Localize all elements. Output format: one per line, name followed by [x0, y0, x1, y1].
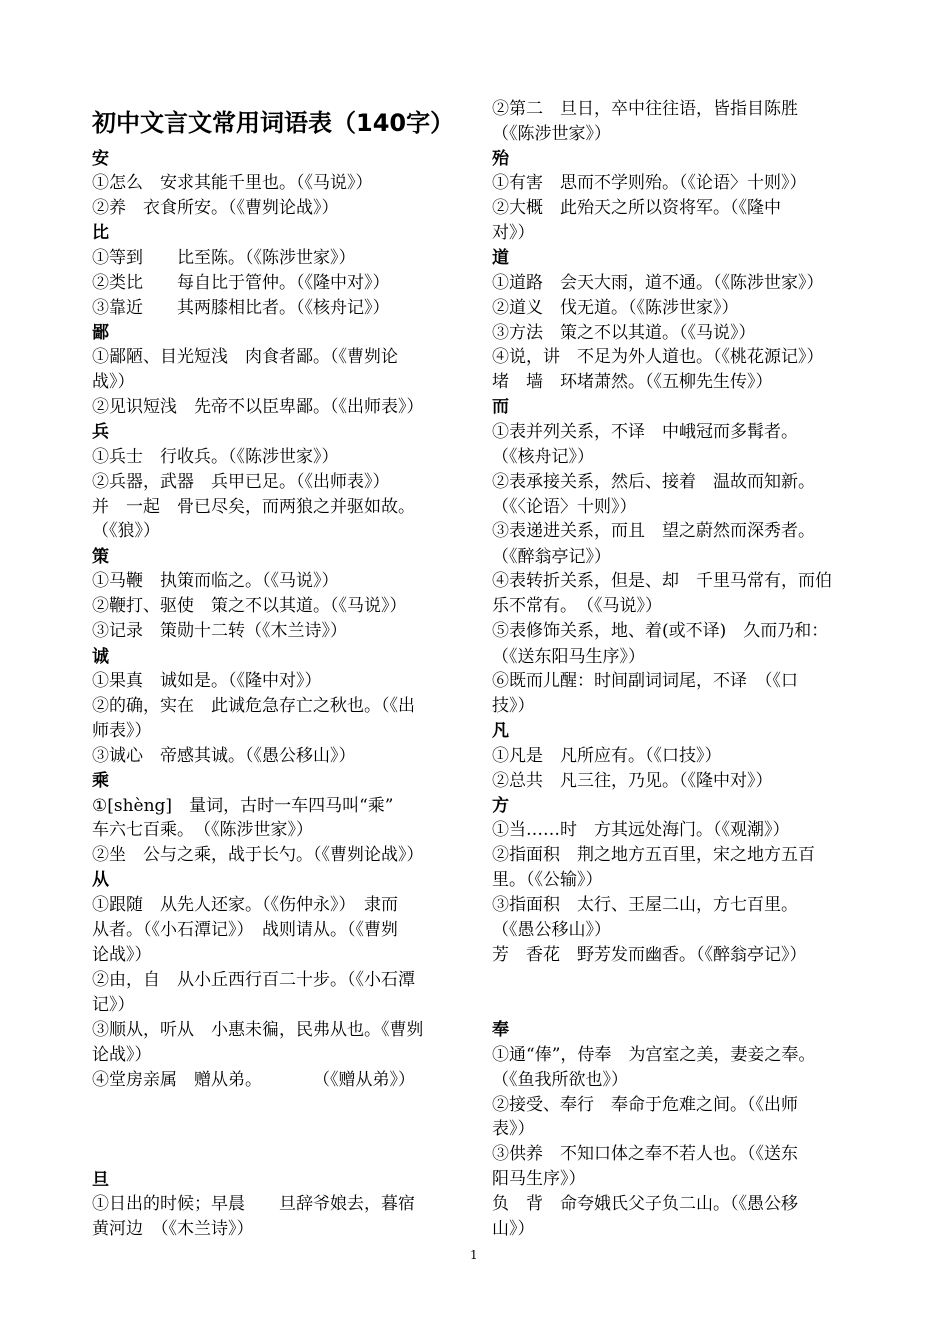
entry-line: ②养 衣食所安。（《曹刿论战》）	[92, 198, 339, 218]
entry-heading: 殆	[492, 149, 509, 169]
entry-line: 记》）	[92, 995, 135, 1015]
entry-line: 对》）	[492, 223, 535, 243]
entry-line: ②的确，实在 此诚危急存亡之秋也。（《出	[92, 696, 415, 716]
entry-heading: 比	[92, 223, 109, 243]
entry-line: ①凡是 凡所应有。（《口技》）	[492, 746, 722, 766]
entry-line: ②鞭打、驱使 策之不以其道。（《马说》）	[92, 596, 407, 616]
entry-line: 技》）	[492, 696, 535, 716]
entry-heading: 鄙	[92, 323, 109, 343]
entry-line: ②道义 伐无道。（《陈涉世家》）	[492, 298, 739, 318]
entry-line: ①怎么 安求其能千里也。（《马说》）	[92, 173, 373, 193]
entry-line: ④表转折关系，但是、却 千里马常有，而伯	[492, 571, 832, 591]
entry-line: ③指面积 太行、王屋二山，方七百里。	[492, 895, 798, 915]
entry-line: 乐不常有。 （《马说》）	[492, 596, 662, 616]
entry-heading: 方	[492, 796, 509, 816]
entry-line: ②表承接关系，然后、接着 温故而知新。	[492, 472, 815, 492]
entry-line: ②由，自 从小丘西行百二十步。（《小石潭	[92, 970, 415, 990]
entry-line: ①马鞭 执策而临之。（《马说》）	[92, 571, 339, 591]
entry-line: （《陈涉世家》）	[492, 124, 611, 144]
entry-heading: 凡	[492, 721, 509, 741]
entry-line: ②类比 每自比于管仲。（《隆中对》）	[92, 273, 390, 293]
entry-line: ⑤表修饰关系，地、着(或不译) 久而乃和：	[492, 621, 829, 641]
entry-line: 论战》）	[92, 1045, 152, 1065]
entry-line: （《送东阳马生序》）	[492, 647, 645, 667]
entry-heading: 安	[92, 149, 109, 169]
entry-heading: 兵	[92, 422, 109, 442]
page-title: 初中文言文常用词语表（140字）	[92, 109, 455, 137]
entry-line: 芳 香花 野芳发而幽香。（《醉翁亭记》）	[492, 945, 807, 965]
entry-line: 阳马生序》）	[492, 1169, 586, 1189]
entry-line: ④堂房亲属 赠从弟。 （《赠从弟》）	[92, 1070, 415, 1090]
entry-line: ①兵士 行收兵。（《陈涉世家》）	[92, 447, 339, 467]
entry-line: 车六七百乘。 （《陈涉世家》）	[92, 820, 313, 840]
page-number: 1	[470, 1248, 478, 1262]
entry-heading: 诚	[92, 647, 109, 667]
entry-line: ③供养 不知口体之奉不若人也。（《送东	[492, 1144, 798, 1164]
entry-line: 论战》）	[92, 945, 152, 965]
entry-heading: 策	[92, 547, 109, 567]
entry-line: ③靠近 其两膝相比者。（《核舟记》）	[92, 298, 390, 318]
entry-line: ②坐 公与之乘，战于长勺。（《曹刿论战》）	[92, 845, 424, 865]
entry-line: ①[shèng] 量词，古时一车四马叫“乘”	[92, 796, 394, 816]
entry-line: ⑥既而儿醒：时间副词词尾，不译 （《口	[492, 671, 798, 691]
entry-line: （《核舟记》）	[492, 447, 594, 467]
entry-line: 战》）	[92, 372, 135, 392]
entry-line: ②总共 凡三往，乃见。（《隆中对》）	[492, 771, 773, 791]
entry-line: ①有害 思而不学则殆。（《论语〉十则》）	[492, 173, 807, 193]
entry-line: ①等到 比至陈。（《陈涉世家》）	[92, 248, 356, 268]
entry-line: ②接受、奉行 奉命于危难之间。（《出师	[492, 1095, 798, 1115]
entry-line: ①日出的时候；早晨 旦辞爷娘去，暮宿	[92, 1194, 415, 1214]
entry-heading: 道	[492, 248, 509, 268]
entry-line: 黄河边 （《木兰诗》）	[92, 1219, 254, 1239]
entry-heading: 而	[492, 397, 509, 417]
entry-line: 堵 墙 环堵萧然。（《五柳先生传》）	[492, 372, 773, 392]
entry-line: ①跟随 从先人还家。（《伤仲永》） 隶而	[92, 895, 398, 915]
entry-line: ①当……时 方其远处海门。（《观潮》）	[492, 820, 790, 840]
entry-line: ②见识短浅 先帝不以臣卑鄙。（《出师表》）	[92, 397, 424, 417]
entry-line: ①表并列关系，不译 中峨冠而多髯者。	[492, 422, 798, 442]
entry-line: ②第二 旦日，卒中往往语，皆指目陈胜	[492, 99, 798, 119]
entry-line: ③顺从，听从 小惠未徧，民弗从也。《曹刿	[92, 1020, 424, 1040]
entry-heading: 旦	[92, 1170, 109, 1190]
entry-line: 并 一起 骨已尽矣，而两狼之并驱如故。	[92, 497, 415, 517]
entry-heading: 从	[92, 870, 109, 890]
entry-line: ③诚心 帝感其诚。（《愚公移山》）	[92, 746, 356, 766]
entry-line: 山》）	[492, 1219, 535, 1239]
entry-line: 师表》）	[92, 721, 152, 741]
entry-line: ②兵器，武器 兵甲已足。（《出师表》）	[92, 472, 390, 492]
entry-line: ③方法 策之不以其道。（《马说》）	[492, 323, 756, 343]
entry-line: （《鱼我所欲也》）	[492, 1070, 628, 1090]
entry-heading: 奉	[492, 1020, 509, 1040]
entry-line: ②指面积 荆之地方五百里，宋之地方五百	[492, 845, 815, 865]
entry-line: ③表递进关系，而且 望之蔚然而深秀者。	[492, 521, 815, 541]
entry-line: 从者。（《小石潭记》） 战则请从。（《曹刿	[92, 920, 398, 940]
entry-line: ①鄙陋、目光短浅 肉食者鄙。（《曹刿论	[92, 347, 398, 367]
entry-line: ②大概 此殆天之所以资将军。（《隆中	[492, 198, 781, 218]
entry-line: （《狼》）	[92, 521, 160, 541]
entry-line: （《醉翁亭记》）	[492, 547, 611, 567]
entry-line: 表》）	[492, 1119, 535, 1139]
entry-line: ③记录 策勋十二转（《木兰诗》）	[92, 621, 347, 641]
entry-line: ①通“俸”，侍奉 为宫室之美，妻妾之奉。	[492, 1045, 816, 1065]
entry-line: ④说，讲 不足为外人道也。（《桃花源记》）	[492, 347, 824, 367]
entry-line: （《〈论语〉十则》）	[492, 497, 637, 517]
entry-line: 里。（《公输》）	[492, 870, 603, 890]
entry-line: 负 背 命夸娥氏父子负二山。（《愚公移	[492, 1194, 798, 1214]
entry-line: ①果真 诚如是。（《隆中对》）	[92, 671, 322, 691]
entry-line: ①道路 会天大雨，道不通。（《陈涉世家》）	[492, 273, 824, 293]
entry-line: （《愚公移山》）	[492, 920, 611, 940]
entry-heading: 乘	[92, 771, 109, 791]
